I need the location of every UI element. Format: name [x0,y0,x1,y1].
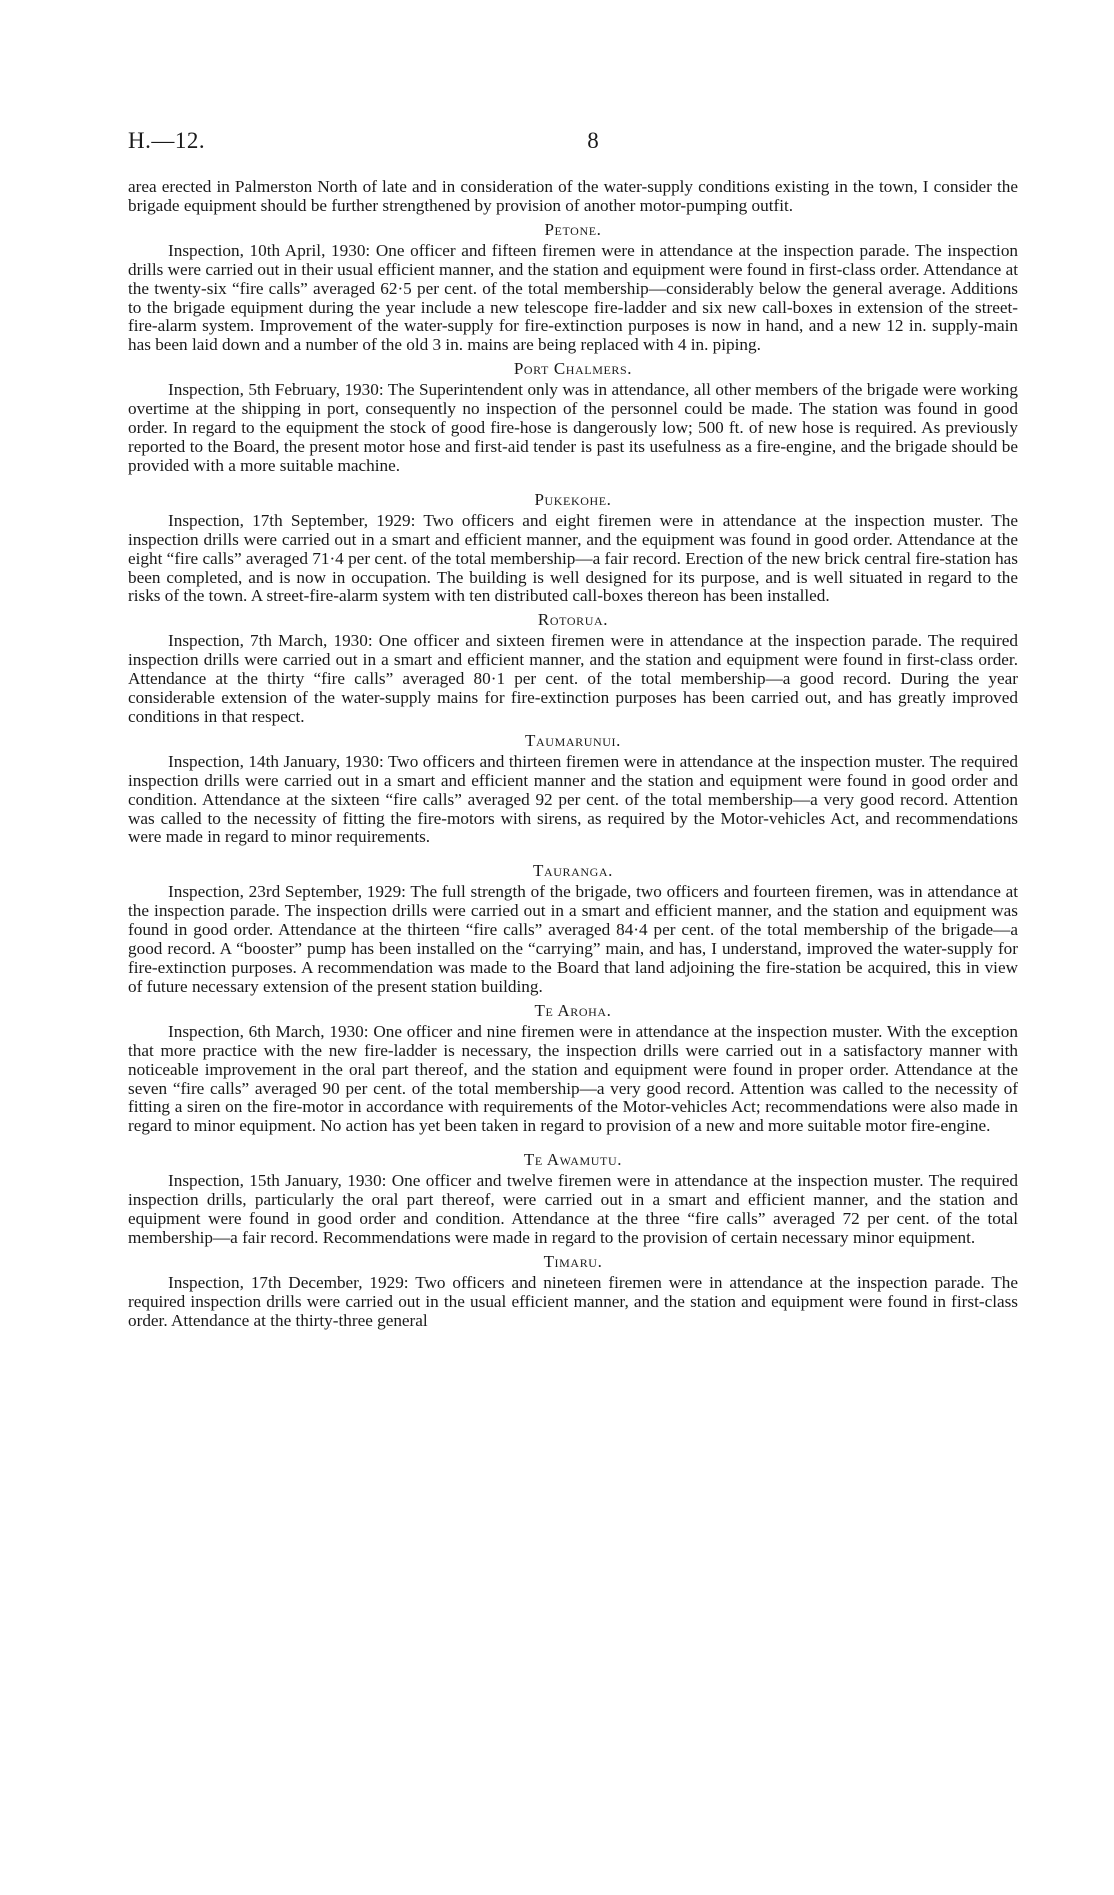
section-heading-petone: Petone. [544,219,602,239]
section-heading-timaru: Timaru. [543,1251,603,1271]
section-paragraph-taumarunui: Inspection, 14th January, 1930: Two officers and thirteen firemen were in attendance at the inspection muster. The required inspection drills were carried out in a smart and efficient manner and the station and equipment were found in good order and condition. Attendance at the sixteen “fire calls” averaged 92 per cent. of the total membership—a very good record. Attention was called to the necessity of fitting the fire-motors with sirens, as required by the Motor-vehicles Act, and recommendations were made in regard to minor requirements. [128,751,1018,847]
section-paragraph-port-chalmers: Inspection, 5th February, 1930: The Superintendent only was in attendance, all other members of the brigade were working overtime at the shipping in port, consequently no inspection of the personnel could be made. The station was found in good order. In regard to the equipment the stock of good fire-hose is dangerously low; 500 ft. of new hose is required. As previously reported to the Board, the present motor hose and first-aid tender is past its usefulness as a fire-engine, and the brigade should be provided with a more suitable machine. [128,380,1018,475]
intro-paragraph: area erected in Palmerston North of late and in consideration of the water-supply conditions existing in the town, I consider the brigade equipment should be further strengthened by provision of another motor-pumping outfit. [128,177,1018,215]
section-heading-port-chalmers: Port Chalmers. [513,359,633,379]
body-text [128,178,1018,1331]
section-heading-tauranga: Tauranga. [532,861,614,881]
section-paragraph-rotorua: Inspection, 7th March, 1930: One officer and sixteen firemen were in attendance at the inspection parade. The required inspection drills were carried out in a smart and efficient manner, and the station and equipment were found in first-class order. Attendance at the thirty “fire calls” averaged 80·1 per cent. of the total membership—a good record. During the year considerable extension of the water-supply mains for fire-extinction purposes has been carried out, and has greatly improved conditions in that respect. [128,631,1018,726]
document-reference: H.—12. [128,128,206,153]
section-paragraph-te-awamutu: Inspection, 15th January, 1930: One officer and twelve firemen were in attendance at the inspection muster. The required inspection drills, particularly the oral part thereof, were carried out in a smart and efficient manner, and the station and equipment were found in good order and condition. Attendance at the three “fire calls” averaged 72 per cent. of the total membership—a fair record. Recommendations were made in regard to the provision of certain necessary minor equipment. [128,1171,1018,1247]
section-heading-te-awamutu: Te Awamutu. [523,1150,623,1170]
section-paragraph-pukekohe: Inspection, 17th September, 1929: Two officers and eight firemen were in attendance at the inspection muster. The inspection drills were carried out in a smart and efficient manner, and the equipment was found in good order. Attendance at the eight “fire calls” averaged 71·4 per cent. of the total membership—a fair record. Erection of the new brick central fire-station has been completed, and is now in occupation. The building is well designed for its purpose, and is well situated in regard to the risks of the town. A street-fire-alarm system with ten distributed call-boxes thereon has been installed. [128,510,1018,606]
section-heading-te-aroha: Te Aroha. [534,1000,612,1020]
section-heading-pukekohe: Pukekohe. [534,489,612,509]
section-paragraph-timaru: Inspection, 17th December, 1929: Two officers and nineteen firemen were in attendance at the inspection parade. The required inspection drills were carried out in the usual efficient manner, and the station and equipment were found in first-class order. Attendance at the thirty-three general [128,1272,1018,1330]
page-header [128,128,1018,160]
section-paragraph-tauranga: Inspection, 23rd September, 1929: The full strength of the brigade, two officers and fourteen firemen, was in attendance at the inspection parade. The inspection drills were carried out in a smart and efficient manner, and the station and equipment was found in good order. Attendance at the thirteen “fire calls” averaged 84·4 per cent. of the total membership of the brigade—a good record. A “booster” pump has been installed on the “carrying” main, and has, I understand, improved the water-supply for fire-extinction purposes. A recommendation was made to the Board that land adjoining the fire-station be acquired, this in view of future necessary extension of the present station building. [128,882,1018,996]
page-number: 8 [587,128,599,153]
section-paragraph-te-aroha: Inspection, 6th March, 1930: One officer and nine firemen were in attendance at the inspection muster. With the exception that more practice with the new fire-ladder is necessary, the inspection drills were carried out in a satisfactory manner with noticeable improvement in the oral part thereof, and the station and equipment were found in proper order. Attendance at the seven “fire calls” averaged 90 per cent. of the total membership—a very good record. Attention was called to the necessity of fitting a siren on the fire-motor in accordance with requirements of the Motor-vehicles Act; recommendations were also made in regard to minor equipment. No action has yet been taken in regard to provision of a new and more suitable motor fire-engine. [128,1021,1018,1136]
section-heading-rotorua: Rotorua. [537,610,609,630]
section-paragraph-petone: Inspection, 10th April, 1930: One officer and fifteen firemen were in attendance at the inspection parade. The inspection drills were carried out in their usual efficient manner, and the station and equipment were found in first-class order. Attendance at the twenty-six “fire calls” averaged 62·5 per cent. of the total membership—considerably below the general average. Additions to the brigade equipment during the year include a new telescope fire-ladder and six new call-boxes in extension of the street-fire-alarm system. Improvement of the water-supply for fire-extinction purposes is now in hand, and a new 12 in. supply-main has been laid down and a number of the old 3 in. mains are being replaced with 4 in. piping. [128,240,1018,355]
section-heading-taumarunui: Taumarunui. [525,730,621,750]
